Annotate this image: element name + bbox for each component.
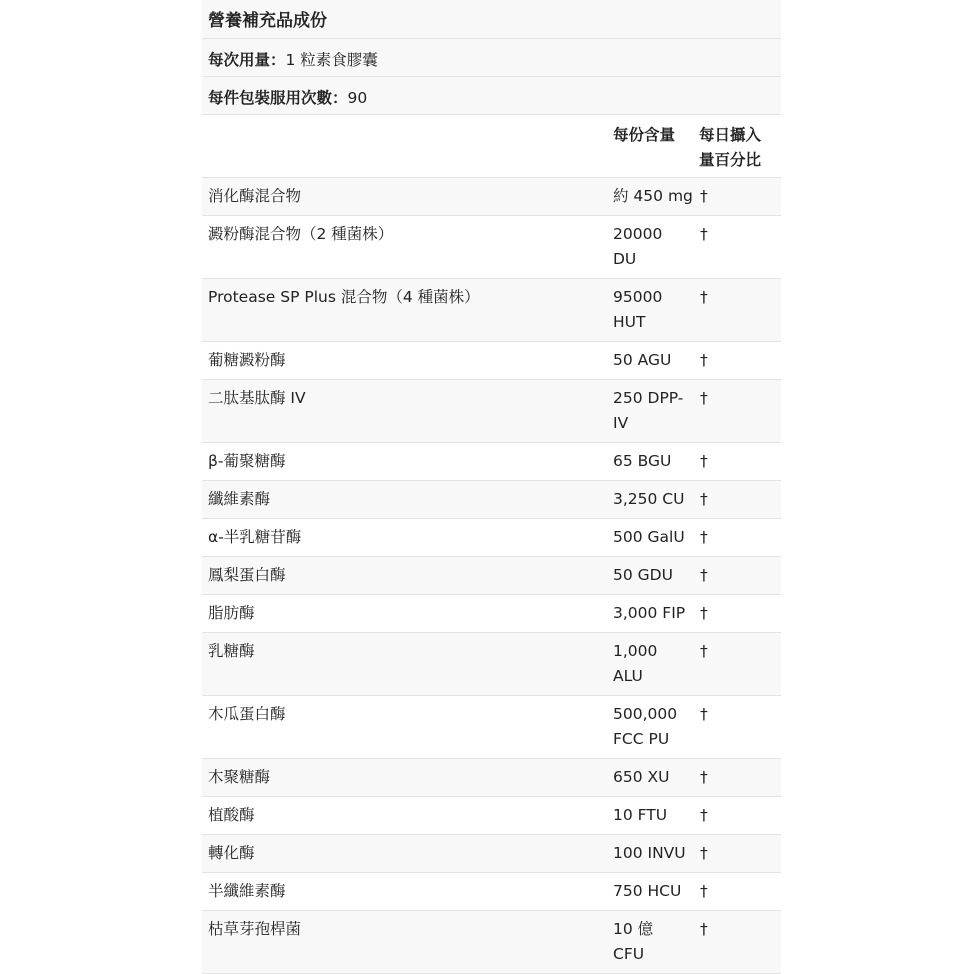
table-row xyxy=(202,797,781,835)
ingredient-amount-line1: 3,250 CU xyxy=(613,490,685,508)
table-row xyxy=(202,342,781,380)
ingredient-amount-line1: 1,000 xyxy=(613,642,658,660)
ingredient-name: α-半乳糖苷酶 xyxy=(208,528,302,546)
ingredient-name: 半纖維素酶 xyxy=(208,882,286,900)
daily-value-header-line1: 每日攝入 xyxy=(699,126,762,144)
ingredient-name: 轉化酶 xyxy=(208,844,255,862)
ingredient-amount xyxy=(613,917,693,967)
daily-value-dagger: † xyxy=(700,187,708,205)
ingredient-name: 鳳梨蛋白酶 xyxy=(208,566,286,584)
ingredient-amount xyxy=(613,222,693,272)
ingredient-amount xyxy=(613,525,693,550)
ingredient-amount xyxy=(613,184,693,209)
ingredient-amount-line1: 3,000 FIP xyxy=(613,604,686,622)
ingredient-amount-line2: DU xyxy=(613,250,637,268)
ingredient-amount-line2: ALU xyxy=(613,667,643,685)
table-row xyxy=(202,557,781,595)
ingredient-amount-line2: IV xyxy=(613,414,629,432)
daily-value-dagger: † xyxy=(700,920,708,938)
daily-value-dagger: † xyxy=(700,642,708,660)
ingredient-name: 纖維素酶 xyxy=(208,490,271,508)
serving-size-value: 1 粒素食膠囊 xyxy=(285,51,378,69)
ingredient-amount xyxy=(613,879,693,904)
daily-value-dagger: † xyxy=(700,768,708,786)
ingredient-amount xyxy=(613,841,693,866)
ingredient-name: 澱粉酶混合物（2 種菌株） xyxy=(208,225,394,243)
ingredient-amount-line1: 50 GDU xyxy=(613,566,673,584)
ingredient-amount-line1: 750 HCU xyxy=(613,882,682,900)
ingredient-amount-line1: 500 GalU xyxy=(613,528,685,546)
ingredient-name: 葡糖澱粉酶 xyxy=(208,351,286,369)
ingredient-amount xyxy=(613,348,693,373)
servings-per-container-label: 每件包裝服用次數： xyxy=(208,89,348,107)
supplement-facts-table xyxy=(202,0,781,971)
ingredient-amount-line1: 10 億 xyxy=(613,920,654,938)
daily-value-dagger: † xyxy=(700,452,708,470)
ingredient-amount xyxy=(613,487,693,512)
ingredient-name: 植酸酶 xyxy=(208,806,255,824)
daily-value-dagger: † xyxy=(700,844,708,862)
ingredient-name: β-葡聚糖酶 xyxy=(208,452,286,470)
ingredient-name: 枯草芽孢桿菌 xyxy=(208,920,302,938)
ingredient-amount-line1: 約 450 mg xyxy=(613,187,693,205)
ingredient-amount-line1: 50 AGU xyxy=(613,351,672,369)
ingredient-name: 消化酶混合物 xyxy=(208,187,302,205)
ingredient-amount xyxy=(613,563,693,588)
ingredient-name: 脂肪酶 xyxy=(208,604,255,622)
daily-value-dagger: † xyxy=(700,705,708,723)
ingredient-amount-line1: 650 XU xyxy=(613,768,670,786)
table-row xyxy=(202,595,781,633)
table-row xyxy=(202,633,781,696)
ingredient-name: 二肽基肽酶 IV xyxy=(208,389,306,407)
ingredient-name: Protease SP Plus 混合物（4 種菌株） xyxy=(208,288,480,306)
table-title: 營養補充品成份 xyxy=(202,0,781,39)
daily-value-header-line2: 量百分比 xyxy=(699,151,762,169)
table-row xyxy=(202,696,781,759)
column-header-row xyxy=(202,115,781,178)
ingredient-amount-line1: 500,000 xyxy=(613,705,678,723)
ingredient-amount xyxy=(613,765,693,790)
table-row xyxy=(202,216,781,279)
ingredient-amount xyxy=(613,285,693,335)
table-row xyxy=(202,873,781,911)
table-row xyxy=(202,380,781,443)
daily-value-dagger: † xyxy=(700,389,708,407)
daily-value-dagger: † xyxy=(700,528,708,546)
table-row xyxy=(202,759,781,797)
ingredient-amount-line1: 95000 xyxy=(613,288,663,306)
daily-value-dagger: † xyxy=(700,225,708,243)
serving-size-label: 每次用量： xyxy=(208,51,286,69)
table-row xyxy=(202,481,781,519)
daily-value-dagger: † xyxy=(700,566,708,584)
table-row xyxy=(202,835,781,873)
daily-value-dagger: † xyxy=(700,882,708,900)
table-row xyxy=(202,279,781,342)
table-row xyxy=(202,911,781,974)
table-row xyxy=(202,178,781,216)
serving-size-row xyxy=(202,39,781,77)
ingredient-amount-line2: FCC PU xyxy=(613,730,670,748)
ingredient-amount xyxy=(613,639,693,689)
servings-per-container-row xyxy=(202,77,781,115)
ingredient-amount-line1: 10 FTU xyxy=(613,806,668,824)
table-row xyxy=(202,519,781,557)
daily-value-header xyxy=(699,123,779,173)
ingredient-amount xyxy=(613,702,693,752)
ingredient-amount-line1: 65 BGU xyxy=(613,452,672,470)
daily-value-dagger: † xyxy=(700,490,708,508)
daily-value-dagger: † xyxy=(700,604,708,622)
ingredient-amount-line1: 20000 xyxy=(613,225,663,243)
ingredient-rows xyxy=(202,178,781,974)
daily-value-dagger: † xyxy=(700,288,708,306)
ingredient-amount xyxy=(613,386,693,436)
table-row xyxy=(202,443,781,481)
ingredient-amount xyxy=(613,601,693,626)
daily-value-dagger: † xyxy=(700,351,708,369)
ingredient-name: 木聚糖酶 xyxy=(208,768,271,786)
ingredient-amount xyxy=(613,449,693,474)
ingredient-name: 乳糖酶 xyxy=(208,642,255,660)
daily-value-dagger: † xyxy=(700,806,708,824)
ingredient-amount-line2: CFU xyxy=(613,945,645,963)
ingredient-name: 木瓜蛋白酶 xyxy=(208,705,286,723)
servings-per-container-value: 90 xyxy=(347,89,368,107)
amount-per-serving-header: 每份含量 xyxy=(613,126,676,144)
ingredient-amount xyxy=(613,803,693,828)
ingredient-amount-line1: 250 DPP- xyxy=(613,389,684,407)
ingredient-amount-line2: HUT xyxy=(613,313,646,331)
ingredient-amount-line1: 100 INVU xyxy=(613,844,686,862)
